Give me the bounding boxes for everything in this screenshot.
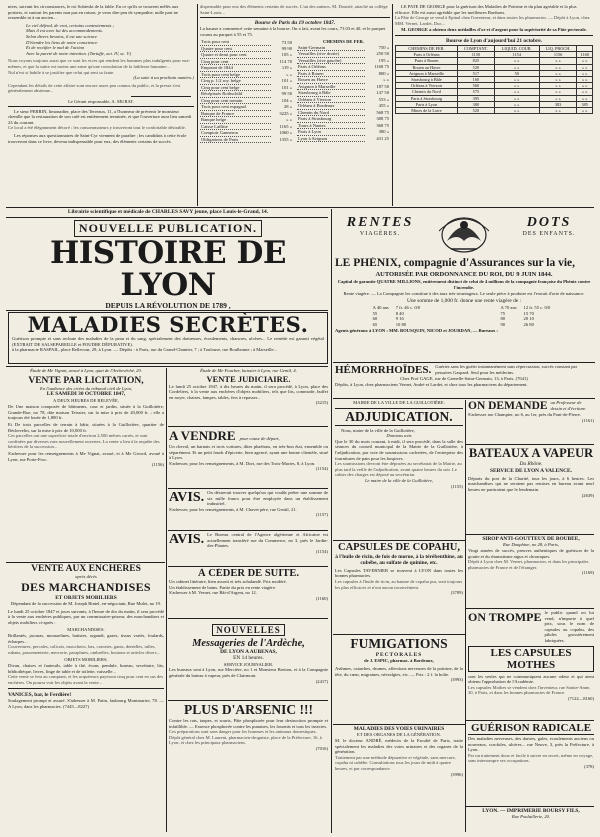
demande-title: ON DEMANDE [468,400,548,412]
lyon-bourse-value: 1150 [458,52,495,58]
lyon-bourse-value: » » [539,70,577,76]
fumigations-by: de J. ESPIC, pharmac. à Bordeaux, [364,658,434,664]
fumigations-body: Asthmes, catarrhes, rhumes, affections nerveuses de la poitrine, de la tête, du cœur, migraines, névralgies, etc. — Prix : 2 f. la boîte. [335,666,463,677]
encheres-sub: après décès [75,574,97,579]
encheres-cat1: MARCHANDISES. [67,627,105,633]
demande-ref: (1161) [581,417,594,423]
bourse-value: 101 » [281,84,292,90]
chemins-value: 1168 75 [374,64,389,70]
guillotiere-donnons: Donnons avis [386,433,412,439]
hemorrhoides-ad [335,364,593,396]
phenix-rate: 20 10 [523,316,534,322]
messageries-title: Messageries de l'Ardèche, [192,638,305,649]
chemins-row [297,135,390,142]
arsenic-body: Contre les rats, taupes, et souris, Pâte phosphorée pour leur destruction prompte et infaillible. — Essence phosphorée contre les punaises, les fourmis et tous les insectes. [169,718,328,729]
vente-encheres: VENTE AUX ENCHÈRES après décès DES MARCHANDISES ET OBJETS MOBILIERS Dépendant de la succession de M. Joseph Riniel, en-négociant, Rue Mulet, no 19. Le lundi 25 octobre 1847 et jours suivants, à l'heure de dix du matin, il sera procédé à la vente aux enchères publiques, par un commissaire-priseur, des marchandises et objets mobiliers ci-après : MARCHANDISES. Brillantés, jaconas, mousselines, batistes, organdi, gazes, tissus variés, foulards, écharpes... Couvertures, percales, calicots, mouchoirs, bas, cravates, gants, dentelles, tulles, rubans, passementerie, mercerie, parapluies, ombrelles, boutons et articles divers... OBJETS MOBILIERS. Divan, chaises et fauteuils, table à thé, écran, pendule, bureau, secrétaire, lits, bibliothèque, livres, linge de table et de toilette, vaisselle... Cette vente se fera au comptant, et les acquéreurs payeront cinq pour cent en sus des enchères. On pourra voir les objets avant la vente... VANICES, bar, le Ferdière! Soulagement prompt et assuré. S'adresser à M. Patin, faubourg Montmartre, 78. — A Lyon, dans les pharmacies. (7445—8227) [8,564,164,709]
phenix-rate: 8 40 [395,310,404,316]
souscription-notice: Les réponses aux questionnaires de Saint-Cyr viennent de paraître ; les candidats à cette école trouveront dans ce livre, devenu indispensable pour eux, des éléments certains de succès. [8,133,187,144]
lyon-bourse-value: 560 [458,83,495,89]
lyon-bourse-value: » » [577,76,593,82]
lyon-bourse-value: » » [494,83,539,89]
lyon-bourse-value: » » [577,108,593,114]
lyon-bourse-table: CHEMINS DE FER. COMPTANT. LIQUID. COUR. LIQ. PROCH. Paris à Orléans 1150 1154 1156 1160 Paris à Rouen 825 » » » » » » Rouen au Havre 520 » » » » » » Avignon à Marseille 517 50 » » » » Strasbourg à Bâle 160 » » » » » » Orléans à Vierzon 560 » » » » » » Chemin du Nord 575 » » » » » » Paris à Strasbourg 395 » » » » » » Paris à Lyon 380 » » 383 385 Mines de la Loire 520 » » » » » » [395,45,593,114]
hemorrhoides-depot2: Dépôts, à Lyon, chez pharmaciens Vernet, André et Lardet, et chez tous les pharmaciens du département. [335,381,528,387]
guillotiere-ad: MAIRIE DE LA VILLE DE LA GUILLOTIÈRE. ADJUDICATION. Nous, maire de la ville de la Guillotière, Donnons avis Que le 30 du mois courant, à midi, il sera procédé, dans la salle des séances du conseil municipal de la Mairie de la Guillotière, à l'adjudication, par voie de soumissions cachetées, de l'entreprise des fournitures de pain pour les hospices. Les soumissions devront être déposées au secrétariat de la Mairie, au plus tard la veille de l'adjudication, avant quatre heures du soir. Le cahier des charges est déposé au secrétariat. Le maire de la ville de la Guillotière, (1155) [335,400,463,489]
phenix-age: A 70 ans [500,305,517,311]
lyon-bourse-value: 383 [539,101,577,107]
encheres-title: VENTE AUX ENCHÈRES [31,564,141,574]
avis1-sign: S'adresser, pour les renseignements, à M. Chavet père, rue Gentil, 21. [169,506,297,512]
trompe-title: ON TROMPE [468,610,542,624]
ceder-l2: Un établissement de bains. Partie du prix en rente viagère. [169,584,277,590]
bourse-value: 119 » [281,65,292,71]
lyon-bourse-title: Bourse de Lyon d'aujourd'hui 21 octobre. [445,37,543,44]
lyon-bourse-value: 385 [577,101,593,107]
guillotiere-body: Que le 30 du mois courant, à midi, il sera procédé, dans la salle des séances du conseil municipal de la Mairie de la Guillotière, à l'adjudication, par voie de soumissions cachetées, de l'entreprise des fournitures de pain pour les hospices. [335,438,463,461]
ceder-title: À CÉDER DE SUITE. [198,568,299,579]
copahu-ad: CAPSULES DE COPAHU, à l'huile de ricin, de fois de morue, à la térébenthine, au cubébe, au sulfate de quinine, etc. Les Capsules TAVERNIER se trouvent à LYON dans toutes les bonnes pharmacies. Les capsules à l'huile de ricin, au baume de copahu pur, sont toujours les plus efficaces et n'ont aucun inconvénient. (3709) [335,542,463,596]
lyon-bourse-value: » » [577,64,593,70]
licitation-sign: S'adresser pour les renseignements à Me Vignat, avoué, et à Me Givord, avoué à Lyon, rue Porte-Froc. [8,450,164,462]
guerison-title: GUÉRISON RADICALE [468,722,594,735]
chemins-value: 380 » [378,129,389,135]
bourse-value: 73 50 [281,39,292,45]
lyon-bourse-value: » » [494,76,539,82]
bourse-label: Quatre et demi pour cent [200,52,271,59]
bourse-value: 28 » [283,104,292,110]
phenix-age-row [499,322,556,328]
messageries-ref: (2417) [315,678,328,684]
bourse-value: 114 70 [279,58,292,64]
licitation-body2: Et De trois parcelles de terrain à bâtir, situées à la Guillotière, quartier de Béchevelin, sur la mise à prix de 10,000 fr. [8,421,164,433]
lyon-bourse-value: » » [494,101,539,107]
bourse-label: Récépissés Rothschild [200,91,271,98]
guerison-ref: (378) [584,763,594,769]
lyon-bourse-value: 520 [458,64,495,70]
licitation-body: De Une maison composée de bâtiments, cour et jardin, située à la Guillotière, Grande-Rue, no 78, dite maison Teissier, sur la mise à prix de 20,000 fr. ; elle a toujours été louée de 1,800 fr. [8,404,164,421]
bourse-value: 1165 » [279,123,292,129]
copahu-body: Les Capsules TAVERNIER se trouvent à LYON dans toutes les bonnes pharmacies. [335,567,463,579]
encheres-cat2body: Divan, chaises et fauteuils, table à thé, écran, pendule, bureau, secrétaire, lits, bibliothèque, livres, linge de table et de toilette, vaisselle... [8,662,164,674]
bateaux-ad [468,446,594,532]
encheres-cat2: OBJETS MOBILIERS. [64,657,108,663]
licitation-hour: A DEUX HEURES DE RELEVÉE, [53,397,119,403]
phenix-age: A 40 ans [372,305,389,311]
lyon-bourse-value: » » [577,70,593,76]
lyon-bourse-value: 825 [458,58,495,64]
histoire-sub1: DEPUIS LA RÉVOLUTION DE 1789 , [105,301,231,309]
phenix-rente: Rente viagère. — La Compagnie les constitue à des taux très-avantageux. Le seule pièce à produire est l'extrait d'acte de naissance. [343,291,585,297]
phenix-age: 80 [500,316,506,322]
dots-title: DOTS DES ENFANTS. [522,215,576,237]
guerison-ad: GUÉRISON RADICALE Des maladies nerveuses, des dartres, gales, ecoulements anciens ou nouveaux, scrofules, ulcères... rue Neuve, 3, près la Préfecture, à Lyon. Par un traitement doux et facile à suivre en secret, même en voyage, sans interrompre ses occupations. (378) [468,722,594,769]
bourse-label: Trois pour cent [200,39,271,45]
histoire-title: HISTOIRE DE LYON [50,235,286,303]
rentes-header [335,211,593,256]
phenix-une: Une somme de 1,000 fr. donne une rente viagère de : [406,297,522,304]
phenix-age: 65 [372,321,378,327]
top-left-column: niers, suivant les circonstances, le roi Sobieski de la fable. En ce qu'ils se trouvent mêlés aux portiers, et surtout les parents non pas en raison, je veux dire peu de sympathie, nulle part ne ressemble ni à un ancien... Le ciel défend, de vrai, certains contentements ; Mais il est avec lui des accommodements. Selon divers besoins, il est une science D'étendre les liens de notre conscience Et de rectifier le mal de l'action Avec la pureté de notre intention. (Tartuffe, act. IV, sc. V.) Nous voyons toujours aussi que ce sont les vices qui rendent les hommes plus indulgents pour eux-mêmes, et que la satire est moins une arme qu'une consolation de la faiblesse humaine... Nul n'est si habile à se justifier que celui qui sent sa faute. (La suite à un prochain numéro.) Cependant les détails de cette affaire sont encore assez peu connus du public, et la presse s'est généralement abstenue... Le Gérant responsable, A. MURAT. Le sieur PERRIN, limonadier, place des Terreaux, 11, a l'honneur de prévenir le monsieur chenille que la restauration de son café est entièrement terminée, et que l'ouverture aura lieu samedi 23 du courant. Ce local a été élégamment décoré ; les consommateurs y trouveront tout le confortable désirable. Les réponses aux questionnaires de Saint-Cyr viennent de paraître ; les candidats à cette école trouveront dans ce livre, devenu indispensable pour eux, des éléments certains de succès. [8,4,194,144]
chemins-value: 195 » [378,57,389,63]
avis1-ref: (1157) [315,512,328,518]
lyon-bourse-value: » » [577,89,593,95]
savy-header: Librairie scientifique et médicale de CHARLES SAVY jeune, place Louis-le-Grand, 14. [67,209,269,215]
avis2-ref: (1154) [315,548,328,554]
vendre-body: Un cheval, un harnais et trois voitures, dites phaétons, en très-bon état, ensemble ou séparément. Et un petit fonds d'épicerie, bien agencé, ayant une bonne clientèle, situé à Lyon. [169,444,328,461]
phenix-rate: 9 16 [395,316,404,322]
chemins-label: Versailles (rive gauche) [297,57,365,64]
sirop-ref: (1169) [581,570,594,576]
lyon-bourse-label: Rouen au Havre [396,64,458,70]
guillotiere-title: ADJUDICATION. [335,408,463,426]
chemins-value: 368 75 [376,122,389,128]
vendre-title: A VENDRE [169,428,236,443]
guillotiere-mairie: MAIRIE DE LA VILLE DE LA GUILLOTIÈRE. [353,400,445,405]
lyon-bourse-value: 575 [458,89,495,95]
rentes-title: RENTES VIAGÈRES. [346,215,414,237]
trompe-ref: (7122—8160) [567,695,594,701]
messageries-ardeche [169,620,328,698]
chemins-label: Paris à Rouen [297,70,365,77]
bourse-label: Cinq p. 1/2 roy. belge [200,78,271,85]
phenix-title: LE PHÉNIX, compagnie d'Assurances sur la vie, [335,257,576,269]
bourse-value: » » [286,71,292,77]
guillotiere-ref: (1155) [450,483,463,489]
trompe-body: sont les seules qui ne communiquent aucune odeur et qui aient obtenu l'approbation de l'Académie. [468,673,594,685]
phenix-age-row [372,305,427,311]
sirop-ad: SIROP ANTI-GOUTTEUX DE BOUBÉE, Rue Dauphine, no 28, à Paris, Vingt années de succès, preuves authentiques de guérison de la goutte et du rhumatisme aigus et chroniques. Dépôt à Lyon chez M. Vernet, pharmacien, et dans les principales pharmacies de France et de l'étranger. (1169) [468,536,594,576]
sirop-body: Vingt années de succès, preuves authentiques de guérison de la goutte et du rhumatisme aigus et chroniques. [468,548,594,559]
bourse-label: Comptoir Ganneron [200,130,271,137]
licitation-title: VENTE PAR LICITATION, [28,375,144,386]
vendre-sign: S'adresser, pour les renseignements, à M. Dort, rue des Trois-Maries, 8, à Lyon. [169,460,316,466]
lyon-bourse-value: 50 [494,70,539,76]
phenix-ad [335,257,593,361]
bourse-value: 99 90 [281,45,292,51]
chemins-value: 147 50 [376,90,389,96]
voies-ref: (3996) [450,771,463,777]
bateaux-sub: Du Rhône. [519,461,543,467]
lyon-bourse-value: 160 [458,76,495,82]
encheres-body: Dépendant de la succession de M. Joseph Riniel, en-négociant, Rue Mulet, no 19. [10,601,162,606]
bateaux-body: Départs du port de la Charité, tous les jours, à 6 heures. Les marchandises qui ne seraient pas remises en bureau avant neuf heures ne partiraient que le lendemain. [468,475,594,492]
messageries-sub: DE LYON A AUBENAS, [220,649,277,655]
messageries-body: Les bureaux sont à Lyon, rue Mercière, no 1 et Monsieur Bretton, et à la Compagnie générale du bateau à vapeur, près de Clairmont. [169,667,328,678]
bourse-label: Trois pour cent espagnol [200,104,271,111]
avis1-title: AVIS. [169,490,205,505]
phenix-rate: 7 fr. 46 c. 0/0 [395,305,421,311]
voies-title: MALADIES DES VOIES URINAIRES [353,726,445,732]
lyon-bourse-value: » » [539,108,577,114]
encheres-big: DES MARCHANDISES [21,579,151,594]
lyon-bourse-value: » » [577,58,593,64]
arsenic-ref: (7016) [315,745,328,751]
lyon-bourse-value: » » [539,83,577,89]
phenix-auth: AUTORISÉE PAR ORDONNANCE DU ROI, DU 9 JUIN 1844. [375,271,553,278]
bourse-intro: La hausse a commencé cette semaine à la bourse. On a fait, avant les cours, 73 03 et 40, et le parquet courus au parquet à 55 et 75. [200,26,386,37]
maladies-body: Guérison prompte et sans rechute des maladies de la peau et du sang, spécialement des dartreuses, écoulements, chancres, ulcères... Le remède est garanti végétal (EXTRAIT DE SALSEPAREILLE et POUDRE DÉPURATIVE). [12,336,324,347]
avis1-body: On désirerait trouver quelqu'un qui voulût prêter une somme de six mille francs pour être employée dans un établissement industriel. [207,490,328,507]
hemorrhoides-title: HÉMORRHOÏDES. [335,364,432,376]
top-right-column: LE PATE DE GEORGE pour la guérison des Maladies de Poitrine et du plan agréable et la plus efficace. Elle est aussi agréable que les meilleures Bonbons. La Pâte de George se vend à Epinal chez l'inventeur, et dans toutes les pharmacies. — Dépôt à Lyon, chez MM. Vernet, Lardet, Duc... M. GEORGE a obtenu deux médailles d'or et d'argent pour la supériorité de sa Pâte pectorale. Bourse de Lyon d'aujourd'hui 21 octobre. CHEMINS DE FER. COMPTANT. LIQUID. COUR. LIQ. PROCH. Paris à Orléans 1150 1154 1156 1160 Paris à Rouen 825 » » » » » » Rouen au Havre 520 » » » » » » Avignon à Marseille 517 50 » » » » Strasbourg à Bâle 160 » » » » » » Orléans à Vierzon 560 » » » » » » Chemin du Nord 575 » » » » » » Paris à Strasbourg 395 » » » » » » Paris à Lyon 380 » » 383 385 Mines de la Loire 520 » » » » » » [395,4,593,204]
lyon-bourse-value: » » [577,83,593,89]
trompe-sub: le public quand on lui vend, n'importe à quel prix, sous le nom de capsules au copahu, des pilules grossièrement fabriquées. [544,610,594,643]
fumigations-title: FUMIGATIONS [350,636,448,651]
chemins-label: Chemin du Nord [297,109,365,116]
lyon-bourse-value: » » [494,64,539,70]
lyon-bourse-value: » » [539,76,577,82]
phenix-age-row [499,305,556,311]
lyon-bourse-value: » » [494,58,539,64]
licitation-date: LE SAMEDI 30 OCTOBRE 1847, [46,391,126,398]
perrin-notice: Le sieur PERRIN, limonadier, place des Terreaux, 11, a l'honneur de prévenir le monsieur chenille que la restauration de son café est entièrement terminée, et que l'ouverture aura lieu samedi 23 du courant. [8,108,192,125]
chemins-value: 800 » [378,70,389,76]
vendre-ref: (1154) [315,466,328,472]
bourse-value: 99 50 [281,91,292,97]
hemorrhoides-body: Guéries sans les guérir instantanément sans répercussion, succès constant par pessaires Gaspard. Seul pour les médecins. [435,364,578,375]
bourse-label: Obligations de Paris [200,136,271,143]
encheres-sub2: ET OBJETS MOBILIERS [55,594,117,601]
lyon-bourse-value: » » [494,95,539,101]
phenix-capital: Capital de garantie QUATRE MILLIONS, entièrement distinct de celui de 4 millions de la compagnie française du Phénix contre l'incendie. [337,279,591,290]
lyon-bourse-value: » » [539,95,577,101]
chemins-value: » » [383,77,389,83]
bourse-title: Bourse de Paris du 19 octobre 1847. [254,19,336,26]
nouvelle-publication: NOUVELLE PUBLICATION. [74,220,262,237]
phenix-age: 75 [500,310,506,316]
bourse-label: Emprunt de 1844 [200,65,271,72]
lyon-bourse-value: » » [577,95,593,101]
demande-sign: S'adresser rue Champier, no 6, au 1er, près du Pont-de-Pierre. [468,412,582,417]
georges-cta: M. GEORGE a obtenu deux médailles d'or et d'argent pour la supériorité de sa Pâte pectorale. [401,27,587,33]
phenix-age: 55 [372,310,378,316]
chemins-title: CHEMINS DE FER. [323,39,364,45]
chemins-label: Paris à Orléans [297,64,365,71]
voies-urinaires-ad: MALADIES DES VOIES URINAIRES ET DES ORGANES DE LA GÉNÉRATION. M. le docteur ANDRÉ, médecin de la Faculté de Paris, traite spécialement les maladies des voies urinaires et des organes de la génération. Traitement par une méthode dépurative et végétale, sans mercure, copahu ni cubèbe. Consultations tous les jours de midi à quatre heures, et par correspondance. (3996) [335,726,463,777]
trompe-ad: ON TROMPE le public quand on lui vend, n'importe à quel prix, sous le nom de capsules au copahu, des pilules grossièrement fabriquées. LES CAPSULES MOTHES sont les seules qui ne communiquent aucune odeur et qui aient obtenu l'approbation de l'Académie. Les capsules Mothes se vendent chez l'inventeur, rue Sainte-Anne, 30, à Paris, et dans les bonnes pharmacies de France. (7122—8160) [468,610,594,701]
vente-judiciaire [169,368,328,424]
bourse-value: 104 » [281,97,292,103]
guerison-body: Des maladies nerveuses, des dartres, gales, ecoulements anciens ou nouveaux, scrofules, ulcères... rue Neuve, 3, près la Préfecture, à Lyon. [468,736,594,753]
a-vendre [169,428,328,486]
phenix-agents: Agents généraux à LYON : MM. BOUSQUIN, NICOD et JOURDAN, — Bureaux : [335,328,498,334]
tartufe-quote: Le ciel défend, de vrai, certains contentements ; Mais il est avec lui des accommodements. Selon divers besoins, il est une science D'étendre les liens de notre conscience Et de rectifier le mal de l'action Avec la pureté de notre intention. (Tartuffe, act. IV, sc. V.) [26,22,132,56]
phenix-ages [335,305,593,327]
vendre-cause: pour cause de départ, [239,436,280,441]
fumigations-ad [335,636,463,722]
avis2-title: AVIS. [169,532,205,547]
a-ceder [169,568,328,616]
lyon-bourse-value: 395 [458,95,495,101]
bourse-label: Banque de France [200,110,271,117]
chemins-label: Tours à Nantes [297,122,365,129]
poem-intro: niers, suivant les circonstances, le roi Sobieski de la fable. En ce qu'ils se trouvent mêlés aux portiers, et surtout les parents non pas en raison, je veux dire peu de sympathie, nulle part ne ressemble ni à un ancien... [8,4,179,21]
voies-sub: ET DES ORGANES DE LA GÉNÉRATION. [357,732,441,738]
fumigations-sub: PECTORALES [375,652,423,658]
sirop-title: SIROP ANTI-GOUTTEUX DE BOUBÉE, [482,536,580,542]
chemins-label: Avignon à Marseille [297,83,365,90]
guillotiere-intro: Nous, maire de la ville de la Guillotière, [341,427,415,433]
chemins-value: 750 » [378,45,389,51]
copahu-sub: à l'huile de ricin, de fois de morue, à la térébenthine, au cubébe, au sulfate de quinine, etc. [335,554,463,567]
messageries-nouvelles: NOUVELLES [212,624,285,636]
maladies-title: MALADIES SECRÈTES. [27,312,309,337]
chemins-value: 568 75 [376,109,389,115]
phenix-age-row [372,322,427,328]
bourse-label: Caisse Laffitte [200,123,271,130]
bourse-value: 105 » [281,52,292,58]
chemins-value: 553 » [378,96,389,102]
imprimerie-text: LYON. — IMPRIMERIE BOURSY FILS, [482,808,580,814]
ceder-sign: S'adresser à M. Vernet, rue Bât-d'Argent, no 12. [169,590,257,596]
arsenic-title: PLUS D'ARSENIC !!! [183,702,313,717]
bourse-table [200,39,293,143]
phenix-rate: 15 70 [523,310,534,316]
chemins-label: Orléans à Vierzon [297,96,365,103]
chemins-table [297,45,390,143]
vanicel-body: Soulagement prompt et assuré. S'adresser à M. Patin, faubourg Montmartre, 78. — A Lyon, dans les pharmacies. (7445—8227) [8,698,164,709]
gerant: Le Gérant responsable, A. MURAT. [68,98,134,104]
ceder-l1: Un cabinet littéraire, bien assorti et très achalandé. Prix modéré. [169,579,287,584]
avis-agence [169,532,328,564]
bourse-row [200,136,293,143]
histoire-ad [8,219,328,309]
lyon-bourse-value: 520 [458,108,495,114]
bourse-label: Cinq pour cent romain [200,97,271,104]
bateaux-service: SERVICE DE LYON A VALENCE. [490,468,572,475]
bourse-value: » » [286,117,292,123]
licitation-etude: Étude de Me Vignat, avoué à Lyon, quai de l'Archevêché, 20. [30,368,142,373]
lyon-bourse-value: 1154 [494,52,539,58]
chemins-value: 187 50 [376,83,389,89]
lyon-bourse-label: Chemin du Nord [396,89,458,95]
encheres-cat1body: Brillantés, jaconas, mousselines, batistes, organdi, gazes, tissus variés, foulards, écharpes... [8,632,164,644]
phenix-rate: 26 80 [523,321,534,327]
judiciaire-body: Le lundi 25 octobre 1847, à dix heures du matin, il sera procédé, à Lyon, place des Cordeliers, à la vente aux enchères d'objets mobiliers, tels que lits, commode, buffet en noyer, chaises, lampes, tables, fers à repasser... [169,383,328,400]
imprimerie [468,808,594,832]
chemins-value: 431 25 [376,135,389,141]
bourse-value: 1060 » [279,130,292,136]
phenix-age: 60 [372,316,378,322]
vente-licitation: Étude de Me Vignat, avoué à Lyon, quai de l'Archevêché, 20. VENTE PAR LICITATION, En l'audience des criées du tribunal civil de Lyon, LE SAMEDI 30 OCTOBRE 1847, A DEUX HEURES DE RELEVÉE, De Une maison composée de bâtiments, cour et jardin, située à la Guillotière, Grande-Rue, no 78, dite maison Teissier, sur la mise à prix de 20,000 fr. ; elle a toujours été louée de 1,800 fr. Et De trois parcelles de terrain à bâtir, situées à la Guillotière, quartier de Béchevelin, sur la mise à prix de 10,000 fr. Ces parcelles ont une superficie totale d'environ 2,500 mètres carrés, et sont confinées par diverses rues nouvellement ouvertes. La vente a lieu à la requête des héritiers de la succession... S'adresser pour les renseignements à Me Vignat, avoué, et à Me Givord, avoué à Lyon, rue Porte-Froc. (1156) [8,368,164,468]
lyon-bourse-value: » » [539,58,577,64]
bourse-label: Quatre pour cent [200,45,271,52]
lyon-bourse-label: Paris à Strasbourg [396,95,458,101]
bourse-value: 1355 » [279,136,292,142]
judiciaire-ref: (3215) [315,400,328,406]
lyon-bourse-value: 1156 [539,52,577,58]
arsenic-ad: PLUS D'ARSENIC !!! Contre les rats, taupes, et souris, Pâte phosphorée pour leur destruction prompte et infaillible. — Essence phosphorée contre les punaises, les fourmis et tous les insectes. Ces préparations sont sans danger pour les hommes et les animaux domestiques. Dépôt général chez M. Laurent, pharmacien-droguiste, place de la Préfecture, 16, à Lyon, et chez les principaux pharmaciens. (7016) [169,702,328,751]
trompe-capsules: LES CAPSULES MOTHES [468,646,594,672]
chemins-label: Orléans à Bordeaux [297,103,365,110]
poem-sign: (La suite à un prochain numéro.) [133,75,194,81]
chemins-label: Paris à Strasbourg [297,116,365,123]
bourse-paris: dispensable pour eux des éléments certains de succès. L'un des auteurs, M. Doutrié, attaché au collège Saint-Louis... Bourse de Paris du 19 octobre 1847. La hausse a commencé cette semaine à la bourse. On a fait, avant les cours, 73 03 et 40, et le parquet courus au parquet à 55 et 75. Trois pour cent 73 50 Quatre pour cent 99 90 Quatre et demi pour cent 105 » Cinq pour cent 114 70 Emprunt de 1844 119 » Trois pour cent belge » » Cinq p. 1/2 roy. belge 101 » Cinq pour cent belge 101 » Récépissés Rothschild 99 50 Cinq pour cent romain 104 » Trois pour cent espagnol 28 » Banque de France 3225 » Banque belge » » Caisse Laffitte 1165 » Comptoir Ganneron 1060 » Obligations de Paris 1355 » CHEMINS DE FER. Saint-Germain 750 » Versailles (rive droite) 250 50 Versailles (rive gauche) 195 » Paris à Orléans 1168 75 Paris à Rouen 800 » Rouen au Havre » » Avignon à Marseille 187 50 Strasbourg à Bâle 147 50 Orléans à Vierzon 553 » Orléans à Bordeaux 455 » Chemin du Nord 568 75 Paris à Strasbourg 388 75 Tours à Nantes 368 75 Paris à Lyon 380 » Lyon à Avignon 431 25 [200,4,389,142]
lyon-bourse-label: Mines de la Loire [396,108,458,114]
phenix-rate: 12 fr. 55 c. 0/0 [523,305,551,311]
lyon-bourse-value: » » [494,89,539,95]
chemins-label: Saint-Germain [297,45,365,51]
demande-sub: un Professeur de dessin et d'écriture. [550,400,587,411]
vanicel-title: VANICES, bar, le Ferdière! [8,691,72,698]
chemins-label: Versailles (rive droite) [297,51,365,58]
lyon-bourse-value: » » [539,64,577,70]
chemins-label: Strasbourg à Bâle [297,90,365,97]
bourse-label: Cinq pour cent [200,58,271,65]
lyon-bourse-label: Orléans à Vierzon [396,83,458,89]
voies-body: M. le docteur ANDRÉ, médecin de la Faculté de Paris, traite spécialement les maladies des voies urinaires et des organes de la génération. [335,738,463,755]
ceder-ref: (1160) [315,595,328,601]
bourse-label: Banque belge [200,117,271,124]
chemins-label: Rouen au Havre [297,77,365,84]
bateaux-title: BATEAUX A VAPEUR [468,446,594,460]
bourse-value: 101 » [281,78,292,84]
bateaux-ref: (2639) [581,492,594,498]
maladies-ad [8,312,328,364]
fumigations-ref: (3993) [450,677,463,683]
lyon-bourse-label: Strasbourg à Bâle [396,76,458,82]
demande-ad [468,400,594,442]
chemins-value: 388 75 [376,116,389,122]
messageries-hours: EN 14 heures. [233,655,264,662]
sirop-sub: Rue Dauphine, no 28, à Paris, [503,542,559,548]
lyon-bourse-value: 1160 [577,52,593,58]
lyon-bourse-label: Paris à Rouen [396,58,458,64]
licitation-sub: En l'audience des criées du tribunal civil de Lyon, [39,385,133,391]
lyon-bourse-value: 380 [458,101,495,107]
imprimerie-addr: Rue Poulaillerie, 20. [511,814,551,820]
phenix-age: 90 [500,321,506,327]
bourse-label: Trois pour cent belge [200,71,271,78]
lyon-bourse-row [396,108,593,114]
copahu-ref: (3709) [450,590,463,596]
lyon-bourse-value: 517 [458,70,495,76]
chemins-value: 455 » [378,103,389,109]
georges-notice: LE PATE DE GEORGE pour la guérison des Maladies de Poitrine et du plan agréable et la plus efficace. Elle est aussi agréable que les meilleures Bonbons. [395,4,577,15]
judiciaire-title: VENTE JUDICIAIRE. [206,373,291,384]
encheres-text: Le lundi 25 octobre 1847 et jours suivants, à l'heure de dix du matin, il sera procédé à la vente aux enchères publiques, par un commissaire-priseur, des marchandises et objets mobiliers ci-après : [8,608,164,625]
chemins-label: Paris à Lyon [297,129,365,136]
phoenix-emblem [427,211,501,255]
bourse-label: Cinq pour cent belge [200,84,271,91]
bourse-value: 3225 » [279,110,292,116]
copahu-title: CAPSULES DE COPAHU, [337,542,461,553]
lyon-bourse-label: Avignon à Marseille [396,70,458,76]
lyon-bourse-value: » » [539,89,577,95]
avis-pret [169,490,328,528]
avis2-body: Le Bureau central de l'Agence algérienne et Africaine est actuellement transféré rue du Commerce, no 3, près le Jardin-des-Plantes. [207,532,328,549]
licitation-ref: (1156) [151,462,164,468]
chemins-value: 250 50 [376,51,389,57]
maladies-footer: à la pharmacie RASPAIL, place Bellecour, 29, à Lyon. — Dépôts : à Paris, rue du Grand-Chantier, 7 ; à Toulouse, rue Boulbonne ; à Marseille... [12,347,278,353]
guillotiere-sign: Le maire de la ville de la Guillotière, [364,477,434,483]
judiciaire-etude: Étude de Me Foucher, huissier à Lyon, rue Gentil, 4. [200,368,297,373]
lyon-bourse-label: Paris à Lyon [396,101,458,107]
hemorrhoides-depot: Chez Prof GAGE, rue de Grenelle-Saint-Germain, 13, à Paris. (7641) [400,376,528,381]
phenix-rate: 10 80 [395,321,407,327]
messageries-service: SERVICE JOURNALIER. [223,661,274,667]
lyon-bourse-label: Paris à Orléans [396,52,458,58]
lyon-bourse-value: » » [494,108,539,114]
chemins-label: Lyon à Avignon [297,135,365,142]
